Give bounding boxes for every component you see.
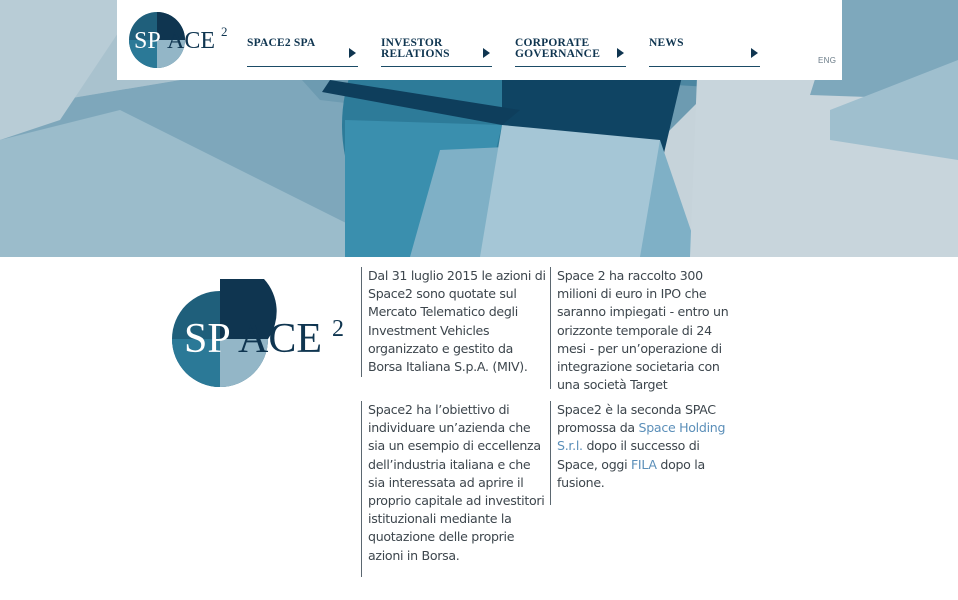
spac-text-intro: Space2 è la seconda SPAC promossa da: [557, 402, 716, 436]
listing-text: Dal 31 luglio 2015 le azioni di Space2 sono quotate sul Mercato Telematico degli Investment Vehicles organizzato e gestito da Borsa Italiana S.p.A. (MIV).: [368, 268, 546, 375]
fila-link[interactable]: FILA: [630, 456, 657, 472]
spac-text-end: dopo la fusione.: [557, 456, 705, 490]
logo-text-ace: ACE: [238, 316, 322, 362]
nav-item-space2-spa[interactable]: [247, 38, 358, 67]
space2-logo[interactable]: [127, 4, 237, 72]
nav-label: CORPORATE GOVERNANCE: [515, 37, 601, 60]
ipo-text-block: [550, 267, 740, 393]
logo-text-sp: SP: [184, 316, 231, 362]
nav-item-investor-relations[interactable]: [381, 38, 492, 67]
nav-item-news[interactable]: [649, 38, 760, 67]
nav-label: NEWS: [649, 37, 684, 49]
spac-text-mid: dopo il successo di Space, oggi: [557, 438, 700, 472]
nav-item-corporate-governance[interactable]: [515, 38, 626, 67]
triangle-right-icon: [483, 48, 490, 58]
objective-text: Space2 ha l’obiettivo di individuare un’azienda che sia un esempio di eccellenza dell’industria italiana e che sia interessata ad aprire il proprio capitale ad investitori istituzionali mediante la quotazione delle proprie azioni in Borsa.: [368, 402, 545, 563]
objective-text-block: [361, 401, 546, 577]
language-switch[interactable]: ENG: [818, 56, 837, 65]
site-header: [117, 0, 842, 80]
logo-superscript: 2: [332, 316, 344, 342]
logo-text-sp: SP: [134, 28, 161, 54]
nav-label: INVESTOR RELATIONS: [381, 37, 450, 60]
triangle-right-icon: [617, 48, 624, 58]
ipo-text: Space 2 ha raccolto 300 milioni di euro in IPO che saranno impiegati - entro un orizzonte temporale di 24 mesi - per un’operazione di integrazione societaria con una società Target: [557, 268, 729, 393]
listing-text-block: [361, 267, 546, 377]
space-holding-link[interactable]: Space Holding S.r.l.: [557, 420, 726, 454]
triangle-right-icon: [751, 48, 758, 58]
logo-superscript: 2: [221, 24, 228, 39]
spac-text-block: [550, 401, 740, 505]
triangle-right-icon: [349, 48, 356, 58]
nav-label: SPACE2 SPA: [247, 37, 316, 49]
logo-text-ace: ACE: [167, 28, 215, 54]
space2-logo-large: [172, 278, 352, 390]
